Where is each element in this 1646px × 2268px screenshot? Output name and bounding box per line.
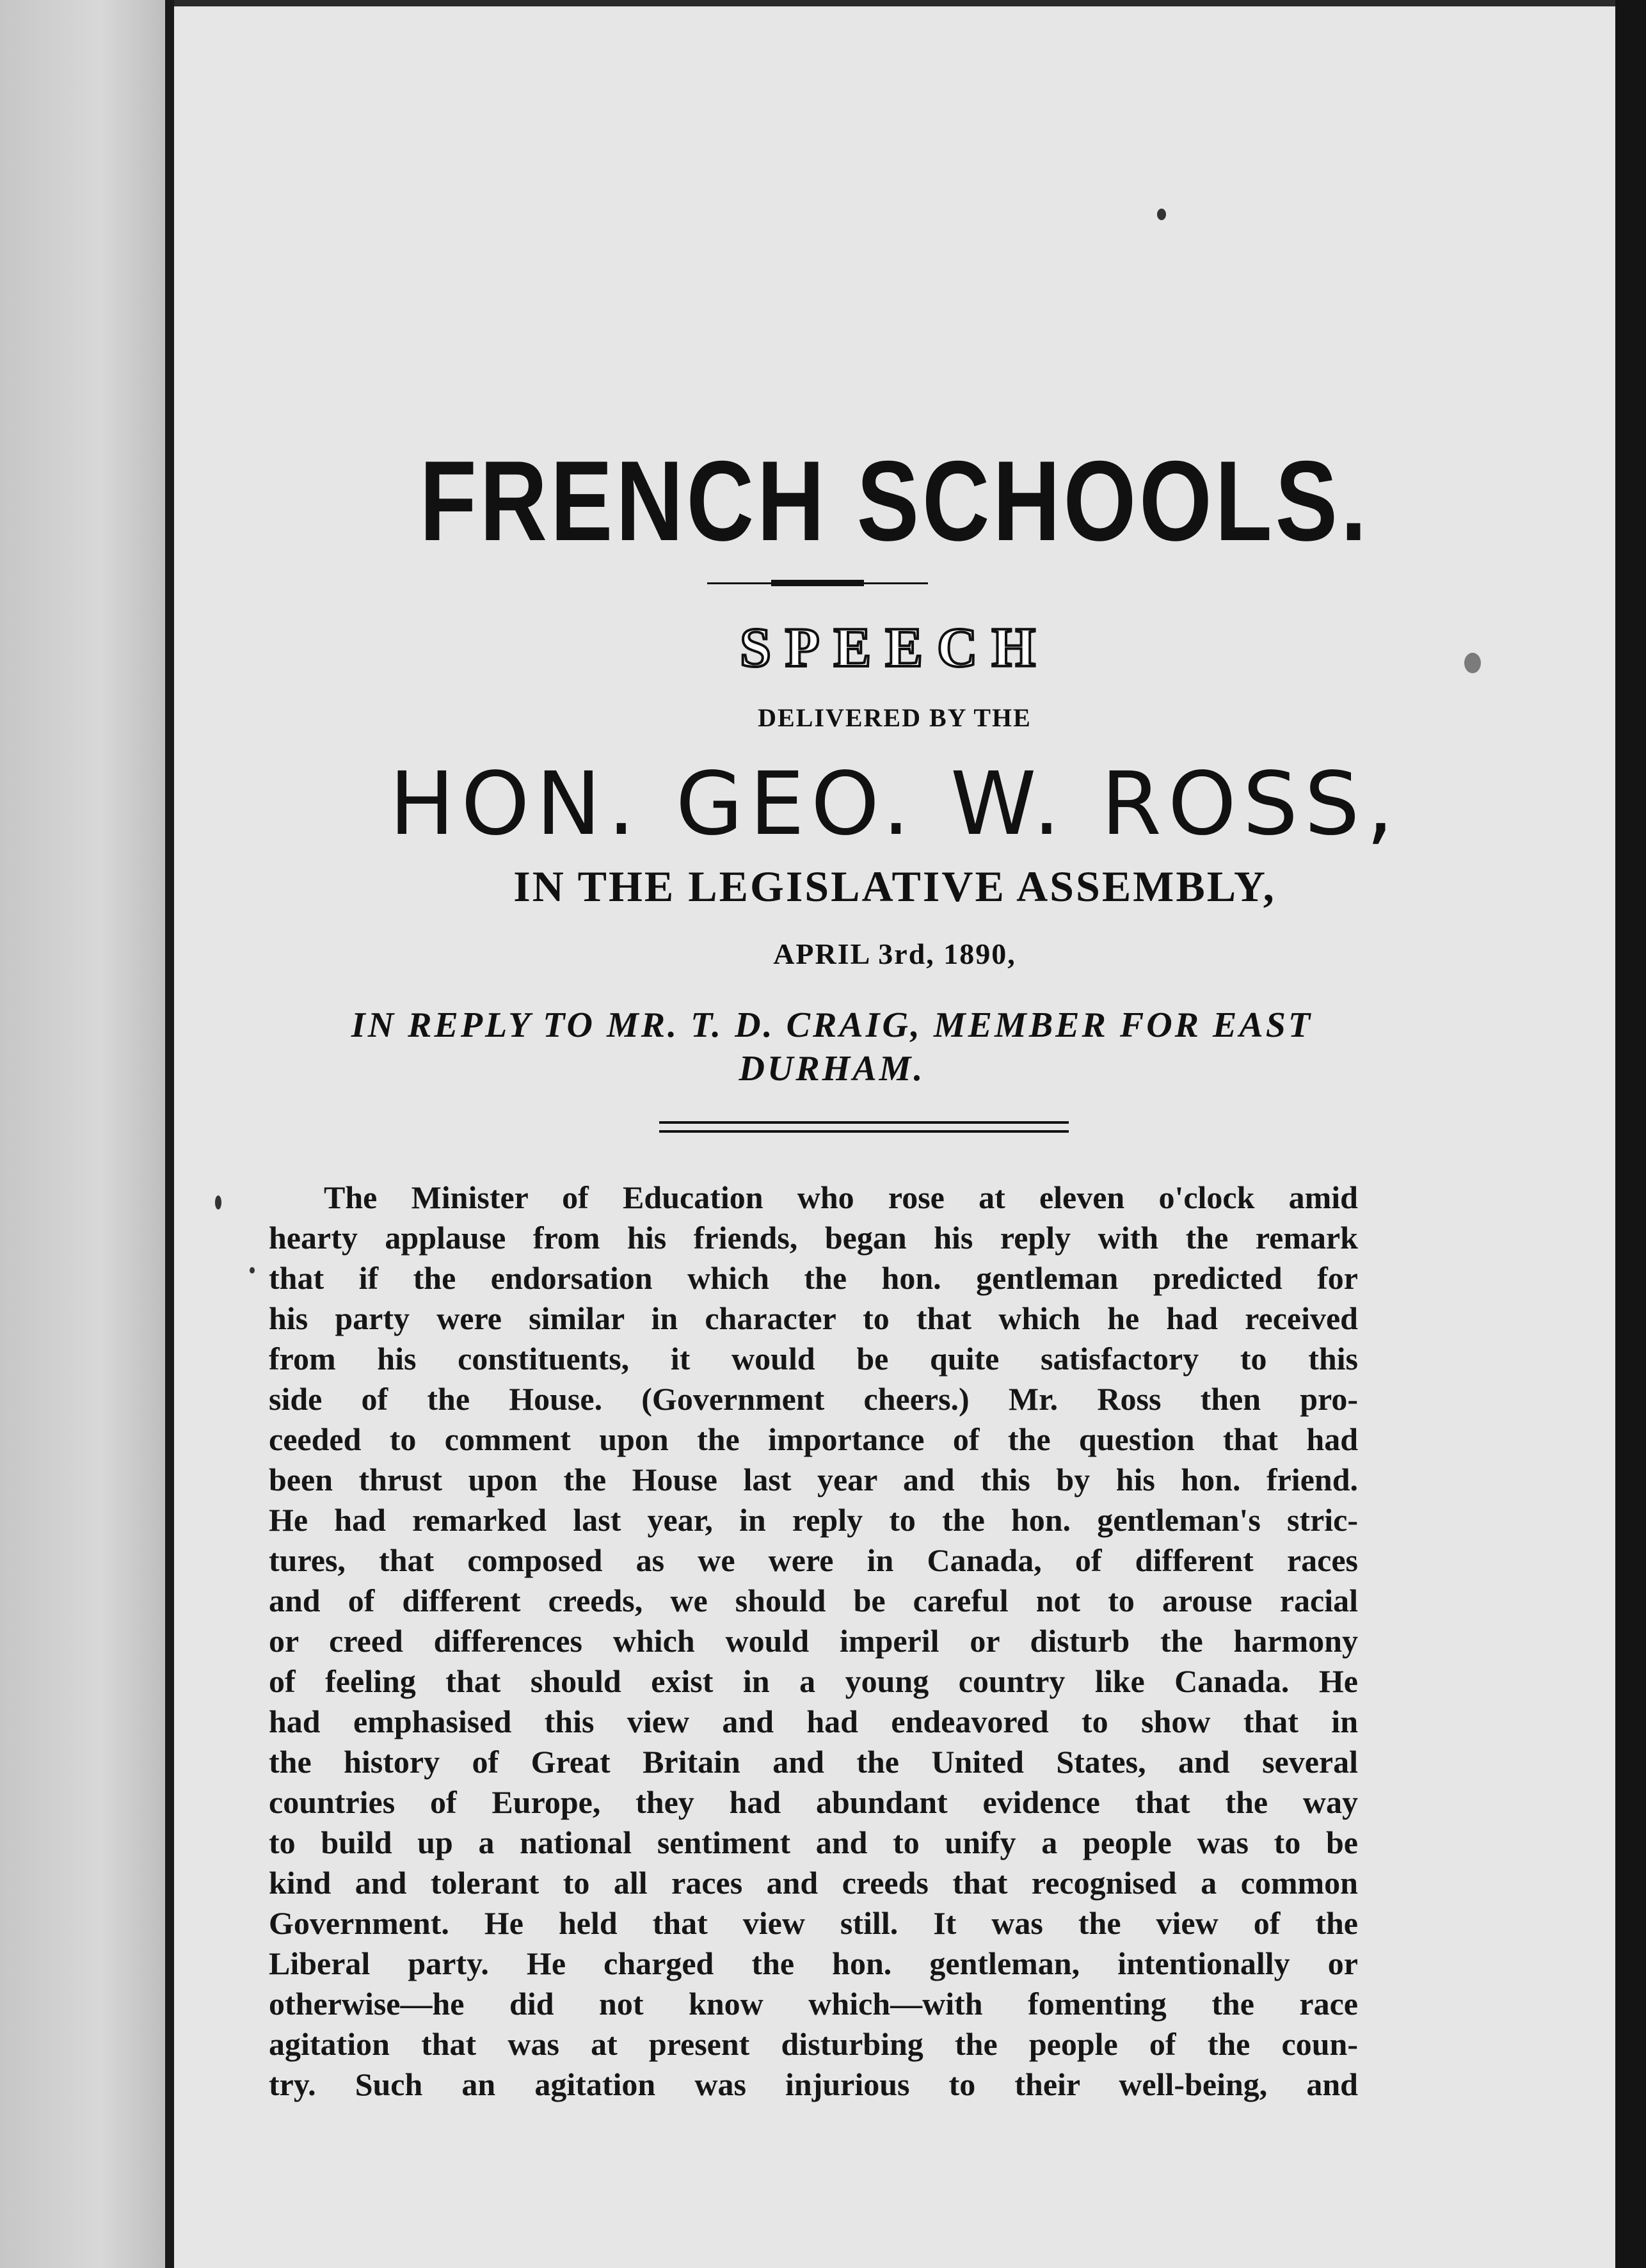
speech-heading: SPEECH [739, 617, 1050, 679]
page-gutter [165, 0, 174, 2268]
section-divider-top [659, 1121, 1069, 1124]
date-line: APRIL 3rd, 1890, [773, 938, 1016, 970]
right-page-edge [1615, 0, 1646, 2268]
body-line: or creed differences which would imperil or disturb the harmony [269, 1623, 1358, 1659]
ink-speck [1157, 209, 1166, 220]
body-line: to build up a national sentiment and to unify a people was to be [269, 1825, 1358, 1860]
body-line: The Minister of Education who rose at eleven o'clock amid [324, 1179, 1358, 1215]
reply-line-1: IN REPLY TO MR. T. D. CRAIG, MEMBER FOR EAST [351, 1005, 1313, 1045]
body-line: otherwise—he did not know which—with fomenting the race [269, 1986, 1358, 2022]
reply-line-2: DURHAM. [739, 1049, 925, 1089]
body-line: try. Such an agitation was injurious to their well-being, and [269, 2066, 1358, 2102]
body-line: kind and tolerant to all races and creeds that recognised a common [269, 1865, 1358, 1901]
speech-body [269, 1178, 1358, 2105]
body-line: Government. He held that view still. It was the view of the [269, 1905, 1358, 1941]
ink-speck [215, 1195, 221, 1210]
venue-line: IN THE LEGISLATIVE ASSEMBLY, [513, 862, 1276, 911]
speaker-name: HON. GEO. W. ROSS, [389, 754, 1400, 855]
document-title: FRENCH SCHOOLS. [419, 437, 1370, 564]
left-page-margin [0, 0, 168, 2268]
body-line: and of different creeds, we should be careful not to arouse racial [269, 1583, 1358, 1618]
body-line: tures, that composed as we were in Canada, of different races [269, 1542, 1358, 1578]
body-line: of feeling that should exist in a young country like Canada. He [269, 1663, 1358, 1699]
body-line: He had remarked last year, in reply to the hon. gentleman's stric- [269, 1502, 1358, 1538]
body-line: from his constituents, it would be quite satisfactory to this [269, 1341, 1358, 1377]
title-divider-bold [771, 580, 864, 586]
body-line: side of the House. (Government cheers.) Mr. Ross then pro- [269, 1381, 1358, 1417]
body-line: Liberal party. He charged the hon. gentleman, intentionally or [269, 1945, 1358, 1981]
body-line: his party were similar in character to that which he had received [269, 1300, 1358, 1336]
section-divider-bottom [659, 1130, 1069, 1133]
body-line: the history of Great Britain and the United States, and several [269, 1744, 1358, 1780]
body-line: hearty applause from his friends, began his reply with the remark [269, 1220, 1358, 1256]
top-border [174, 0, 1615, 6]
body-line: countries of Europe, they had abundant evidence that the way [269, 1784, 1358, 1820]
body-line: that if the endorsation which the hon. gentleman predicted for [269, 1260, 1358, 1296]
ink-speck [250, 1267, 255, 1274]
body-line: had emphasised this view and had endeavored to show that in [269, 1704, 1358, 1739]
delivered-by-line: DELIVERED BY THE [758, 703, 1032, 732]
body-line: agitation that was at present disturbing the people of the coun- [269, 2026, 1358, 2062]
body-line: been thrust upon the House last year and this by his hon. friend. [269, 1462, 1358, 1497]
reply-subtitle [282, 1003, 1382, 1090]
body-line: ceeded to comment upon the importance of the question that had [269, 1421, 1358, 1457]
